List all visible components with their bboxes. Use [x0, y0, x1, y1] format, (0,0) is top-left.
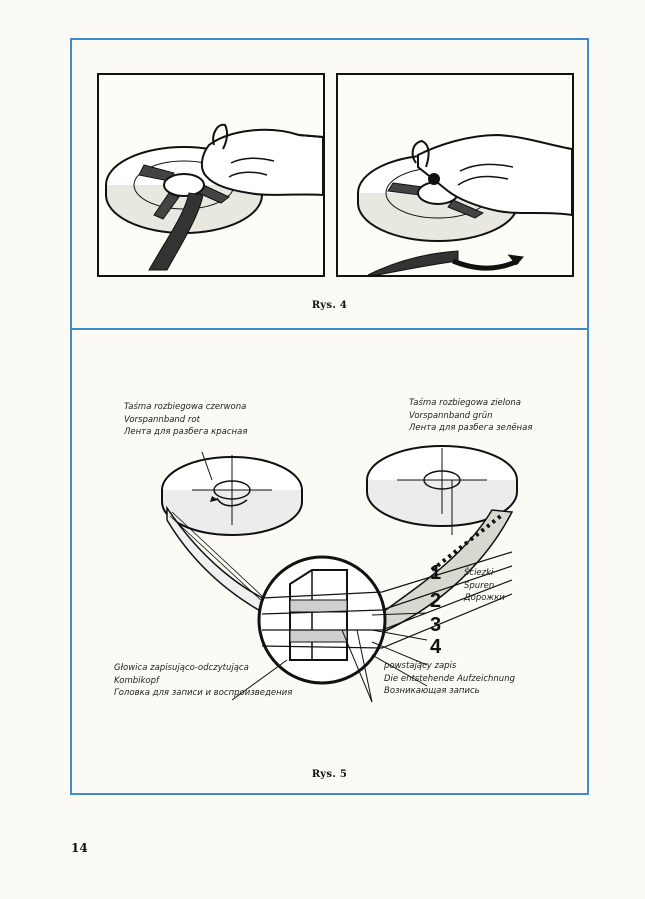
reel-threading-illustration	[99, 75, 323, 275]
label-recording-pl: powstający zapis	[384, 661, 457, 671]
label-red-leader-pl: Taśma rozbiegowa czerwona	[124, 402, 247, 412]
track-number-1: 1	[430, 562, 442, 584]
figure4-caption: Rys. 4	[311, 300, 348, 311]
label-green-leader	[409, 397, 532, 435]
page-number: 14	[71, 841, 88, 855]
label-red-leader-de: Vorspannband rot	[124, 414, 200, 425]
label-tracks-de: Spuren	[464, 580, 495, 591]
track-number-3: 3	[430, 614, 442, 636]
label-head-pl: Głowica zapisująco-odczytująca	[114, 663, 249, 673]
left-reel	[162, 455, 302, 535]
track-number-4: 4	[430, 636, 442, 658]
figure4-panel-right	[336, 73, 574, 277]
label-green-leader-de: Vorspannband grün	[409, 410, 493, 421]
label-recording-de: Die entstehende Aufzeichnung	[384, 673, 515, 684]
label-recording-ru: Возникающая запись	[384, 686, 480, 696]
label-recording	[384, 660, 515, 698]
label-tracks	[464, 567, 505, 605]
label-green-leader-pl: Taśma rozbiegowa zielona	[409, 398, 521, 408]
reel-winding-illustration	[338, 75, 572, 275]
label-head-ru: Головка для записи и воспроизведения	[114, 688, 293, 698]
label-head	[114, 662, 292, 700]
label-red-leader	[124, 401, 247, 439]
figure5-caption: Rys. 5	[311, 769, 348, 780]
figure-frame	[70, 38, 589, 795]
track-number-2: 2	[430, 590, 442, 612]
label-red-leader-ru: Лента для разбега красная	[124, 427, 248, 437]
label-tracks-ru: Дорожки	[464, 593, 505, 603]
label-head-de: Kombikopf	[114, 675, 160, 686]
figure4-panel-left	[97, 73, 325, 277]
label-green-leader-ru: Лента для разбега зелёная	[409, 423, 533, 433]
label-tracks-pl: Ściezki	[464, 568, 494, 578]
